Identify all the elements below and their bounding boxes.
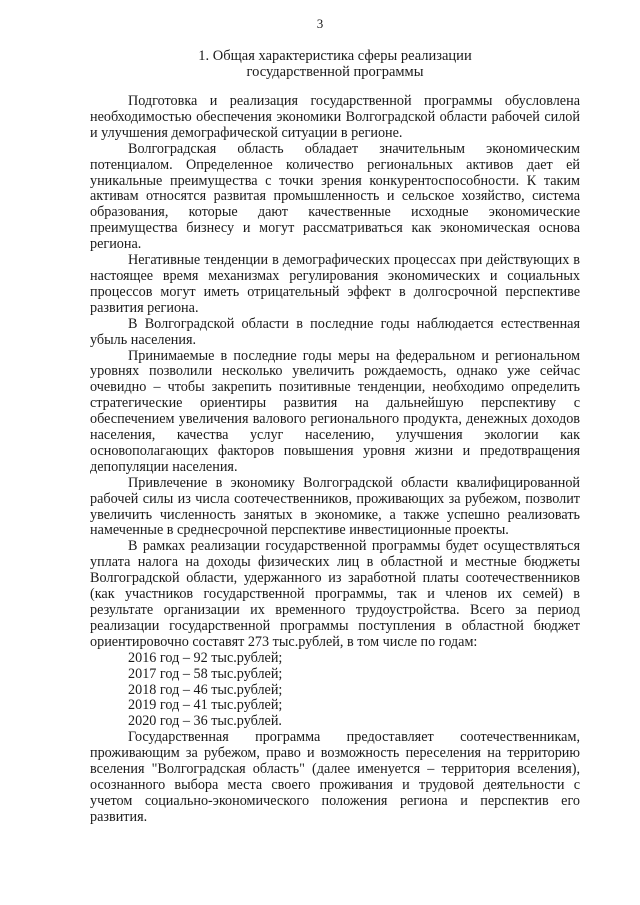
paragraph: Принимаемые в последние годы меры на федеральном и региональном уровнях позволили несколько увеличить рождаемость, однако уже сейчас очевидно – чтобы закрепить позитивные тенденции, необходимо определить стратегические ориентиры развития на дальнейшую перспективу с обеспечением увеличения валового регионального продукта, денежных доходов населения, качества услуг населению, улучшения экологии как основополагающих факторов повышения уровня жизни и предотвращения депопуляции населения. (90, 347, 580, 475)
list-item: 2020 год – 36 тыс.рублей. (128, 713, 282, 730)
paragraph: В Волгоградской области в последние годы наблюдается естественная убыль населения. (90, 315, 580, 348)
paragraph: Подготовка и реализация государственной программы обусловлена необходимостью обеспечения экономики Волгоградской области рабочей силой и улучшения демографической ситуации в регионе. (90, 93, 580, 141)
paragraph: В рамках реализации государственной программы будет осуществляться уплата налога на доходы физических лиц в областной и местные бюджеты Волгоградской области, удержанного из заработной платы соотечественников (как участников государственной программы, так и членов их семей) в результате организации их временного трудоустройства. Всего за период реализации государственной программы поступления в областной бюджет ориентировочно составят 273 тыс.рублей, в том числе по годам: (90, 538, 580, 650)
paragraph: Негативные тенденции в демографических процессах при действующих в настоящее время механизмах регулирования экономических и социальных процессов могут иметь отрицательный эффект в долгосрочной перспективе развития региона. (90, 252, 580, 316)
document-body (90, 94, 580, 826)
paragraph: Государственная программа предоставляет соотечественникам, проживающим за рубежом, право и возможность переселения на территорию вселения "Волгоградская область" (далее именуется – территория вселения), осознанного выбора места своего проживания и трудовой деятельности с учетом социально-экономического положения региона и перспектив его развития. (90, 729, 580, 825)
list-item: 2017 год – 58 тыс.рублей; (128, 665, 283, 682)
heading-line-2: государственной программы (246, 64, 424, 80)
heading-line-1: 1. Общая характеристика сферы реализации (198, 48, 472, 64)
section-heading (90, 48, 580, 80)
paragraph: Привлечение в экономику Волгоградской области квалифицированной рабочей силы из числа соотечественников, проживающих за рубежом, позволит увеличить численность занятых в экономике, а также успешно реализовать намеченные в среднесрочной перспективе инвестиционные проекты. (90, 474, 580, 539)
revenue-by-year-list (90, 651, 580, 731)
list-item: 2019 год – 41 тыс.рублей; (128, 697, 283, 714)
list-item: 2016 год – 92 тыс.рублей; (128, 649, 283, 666)
paragraph: Волгоградская область обладает значительным экономическим потенциалом. Определенное количество региональных активов дает ей уникальные преимущества с точки зрения конкурентоспособности. К таким активам относятся развитая промышленность и сельское хозяйство, система образования, которые дают качественные исходные экономические преимущества бизнесу и могут рассматриваться как экономическая основа региона. (90, 140, 580, 253)
page-number: 3 (316, 16, 324, 31)
list-item: 2018 год – 46 тыс.рублей; (128, 681, 283, 698)
